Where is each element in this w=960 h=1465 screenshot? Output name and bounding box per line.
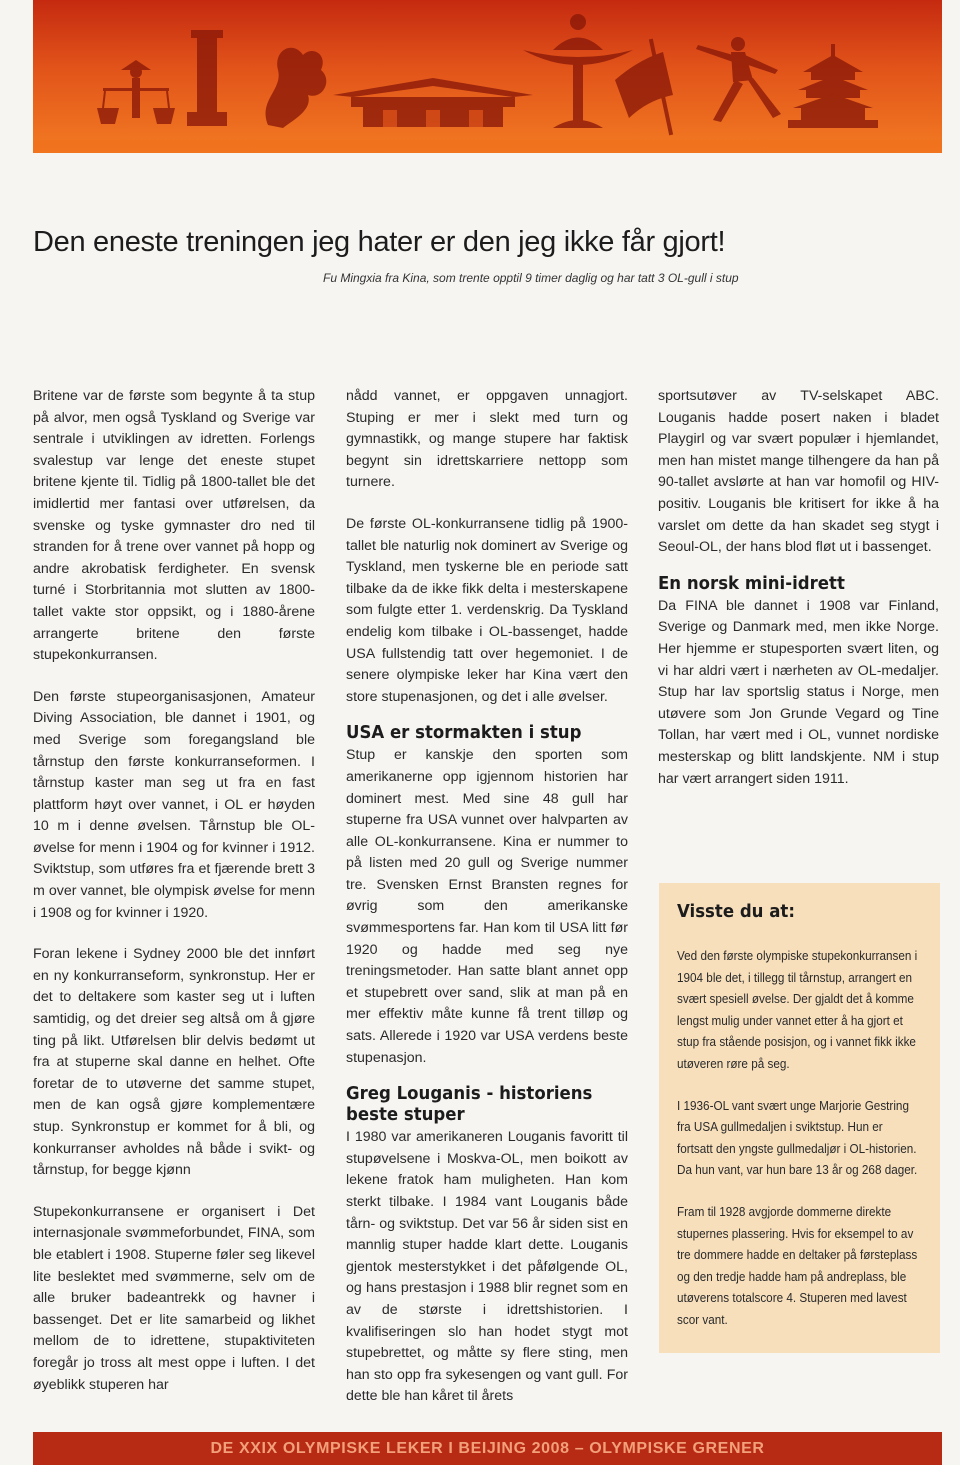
section-heading-louganis	[346, 1083, 605, 1125]
banner-illustration	[33, 0, 942, 153]
dragon-icon	[266, 48, 327, 128]
article-column-1	[33, 386, 315, 1416]
water-carrier-icon	[97, 60, 175, 124]
article-paragraph: Da FINA ble dannet i 1908 var Finland, Sverige og Danmark med, men ikke Norge. Her hjemme er stupesporten svært liten, og vi har aldri vært i nærheten av OL-medaljer. Stup har lav sportslig status i Norge, men utøvere som Jon Grunde Vegard og Tine Tollan, har vært med i OL, vunnet nordiske mesterskap og blitt landskjente. NM i stup har vært arrangert siden 1911.	[658, 597, 939, 787]
article-paragraph: nådd vannet, er oppgaven unnagjort. Stuping er mer i slekt med turn og gymnastikk, og mange stupere har faktisk begynt sin idrettskarriere nettopp som turnere.	[346, 388, 628, 491]
martial-artist-icon	[696, 37, 781, 122]
page-title-quote: Den eneste treningen jeg hater er den jeg ikke får gjort!	[33, 226, 726, 258]
article-paragraph: Den første stupeorganisasjonen, Amateur Diving Association, ble dannet i 1901, og med Sverige som foregangsland ble tårnstup den første konkurranseformen. I tårnstup kaster man seg ut fra en fast plattform høyt over vannet, i OL er høyden 10 m i denne øvelsen. Tårnstup ble OL-øvelse for menn i 1904 og for kvinner i 1912. Sviktstup, som utføres fra et fjærende brett 3 m over vannet, ble olympisk øvelse for menn i 1908 og for kvinner i 1920.	[33, 688, 315, 921]
section-heading-line: Greg Louganis - historiens	[346, 1083, 593, 1105]
article-paragraph: De første OL-konkurransene tidlig på 1900-tallet ble naturlig nok dominert av Sverige og Tyskland, men tyskerne ble en periode satt tilbake da de ikke fikk delta i mesterskapene som fulgte etter 1. verdenskrig. Da Tyskland endelig kom tilbake i OL-bassenget, hadde USA fullstendig tatt over hegemoniet. I de senere olympiske leker har Kina vært den store stupenasjonen, og det i alle øvelser.	[346, 515, 628, 705]
section-heading-usa: USA er stormakten i stup	[346, 722, 582, 744]
article-paragraph: Stup er kanskje den sporten som amerikanerne opp igjennom historien har dominert mest. Med sine 48 gull har stuperne fra USA vunnet over halvparten av alle OL-konkurransene. Kina er nummer to på listen med 20 gull og Sverige nummer tre. Svensken Ernst Bransten regnes for øvrig som den amerikanske svømmesportens far. Han kom til USA litt før 1920 og hadde med seg nye treningsmetoder. Han satte blant annet opp et stupebrett over sand, slik at man på en mer effektiv måte kunne få trent tilløp og sats. Allerede i 1920 var USA verdens beste stupenasjon.	[346, 747, 628, 1066]
article-paragraph: sportsutøver av TV-selskapet ABC. Louganis hadde posert naken i bladet Playgirl og var svært populær i hjemlandet, men han mistet mange tilhengere da han på 90-tallet avslørte at han var homofil og HIV-positiv. Louganis ble kritisert for ikke å ha varslet om dette da han skadet seg stygt i Seoul-OL, der hans blod fløt ut i bassenget.	[658, 388, 939, 556]
article-column-2	[346, 386, 628, 1428]
section-heading-line: beste stuper	[346, 1104, 465, 1126]
factbox-title: Visste du at:	[677, 901, 795, 922]
factbox-paragraph: Ved den første olympiske stupekonkurransen i 1904 ble det, i tillegg til tårnstup, arrangert en svært spesiell øvelse. Der gjaldt det å komme lengst mulig under vannet etter å ha gjort et stup fra stående posisjon, og i vannet fikk ikke utøveren røre på seg.	[677, 949, 918, 1071]
section-heading-norway: En norsk mini-idrett	[658, 572, 845, 594]
temple-gate-icon	[333, 78, 533, 127]
article-column-3	[658, 386, 939, 810]
factbox-paragraph: I 1936-OL vant svært unge Marjorie Gestring fra USA gullmedaljen i sviktstup. Hun er fortsatt den yngste gullmedaljør i OL-historien. Da hun vant, var hun bare 13 år og 268 dager.	[677, 1098, 918, 1178]
quote-attribution: Fu Mingxia fra Kina, som trente opptil 9 timer daglig og har tatt 3 OL-gull i stup	[323, 271, 739, 285]
article-paragraph: Foran lekene i Sydney 2000 ble det innført en ny konkurranseform, synkronstup. Her er det to deltakere som kaster seg ut i luften samtidig, og det dreier seg altså om å gjøre ting på likt. Utførelsen blir delvis bedømt ut fra at stuperne skal danne en helhet. Ofte foretar de to utøverne det samme stupet, men de kan også gjøre komplementære stup. Synkronstup er kommet for å bli, og konkurranser avholdes nå både i svikt- og tårnstup, for begge kjønn	[33, 946, 315, 1179]
factbox-paragraph: Fram til 1928 avgjorde dommerne direkte stupernes plassering. Hvis for eksempel to av tre dommere hadde en deltaker på førsteplass og den tredje hadde ham på andreplass, ble utøverens totalscore 4. Stuperen med lavest scor vant.	[677, 1204, 918, 1327]
footer-bar: DE XXIX OLYMPISKE LEKER I BEIJING 2008 – OLYMPISKE GRENER	[33, 1432, 942, 1465]
temple-of-heaven-icon	[788, 44, 878, 128]
article-paragraph: I 1980 var amerikaneren Louganis favoritt til stupøvelsene i Moskva-OL, men boikott av lekene fratok ham muligheten. Han kom sterkt tilbake. I 1984 vant Louganis både tårn- og sviktstup. Det var 56 år siden sist en mannlig stuper hadde klart dette. Louganis gjentok mesterstykket i det påfølgende OL, og hans prestasjon i 1988 blir regnet som en av de største i idrettshistorien. I kvalifiseringen slo han hodet stygt mot stupebrettet, og måtte sy flere sting, men han sto opp fra sykesengen og vant gull. For dette ble han kåret til årets	[346, 1129, 628, 1405]
monument-icon	[187, 30, 227, 126]
olympic-cauldron-icon	[523, 14, 633, 128]
did-you-know-box	[659, 883, 940, 1353]
article-paragraph: Britene var de første som begynte å ta stup på alvor, men også Tyskland og Sverige var sentrale i utviklingen av idretten. Forlengs svalestup var lenge det eneste stupet britene kjente til. Tidlig på 1800-tallet ble det imidlertid mer fantasi over utførelsen, da svenske og tyske gymnaster dro ned til stranden for å trene over vannet på hopp og andre akrobatisk ferdigheter. En svensk turné i Storbritannia mot slutten av 1800-tallet vakte stor oppsikt, og i 1880-årene arrangerte britene den første stupekonkurransen.	[33, 388, 315, 664]
article-paragraph: Stupekonkurransene er organisert i Det internasjonale svømmeforbundet, FINA, som ble etablert i 1908. Stuperne føler seg likevel lite beslektet med svømmerne, selv om de alle bruker badeantrekk og havner i bassenget. Det er lite samarbeid og likhet mellom de to idrettene, stupaktiviteten foregår jo tross alt mest oppe i luften. I det øyeblikk stuperen har	[33, 1203, 315, 1393]
